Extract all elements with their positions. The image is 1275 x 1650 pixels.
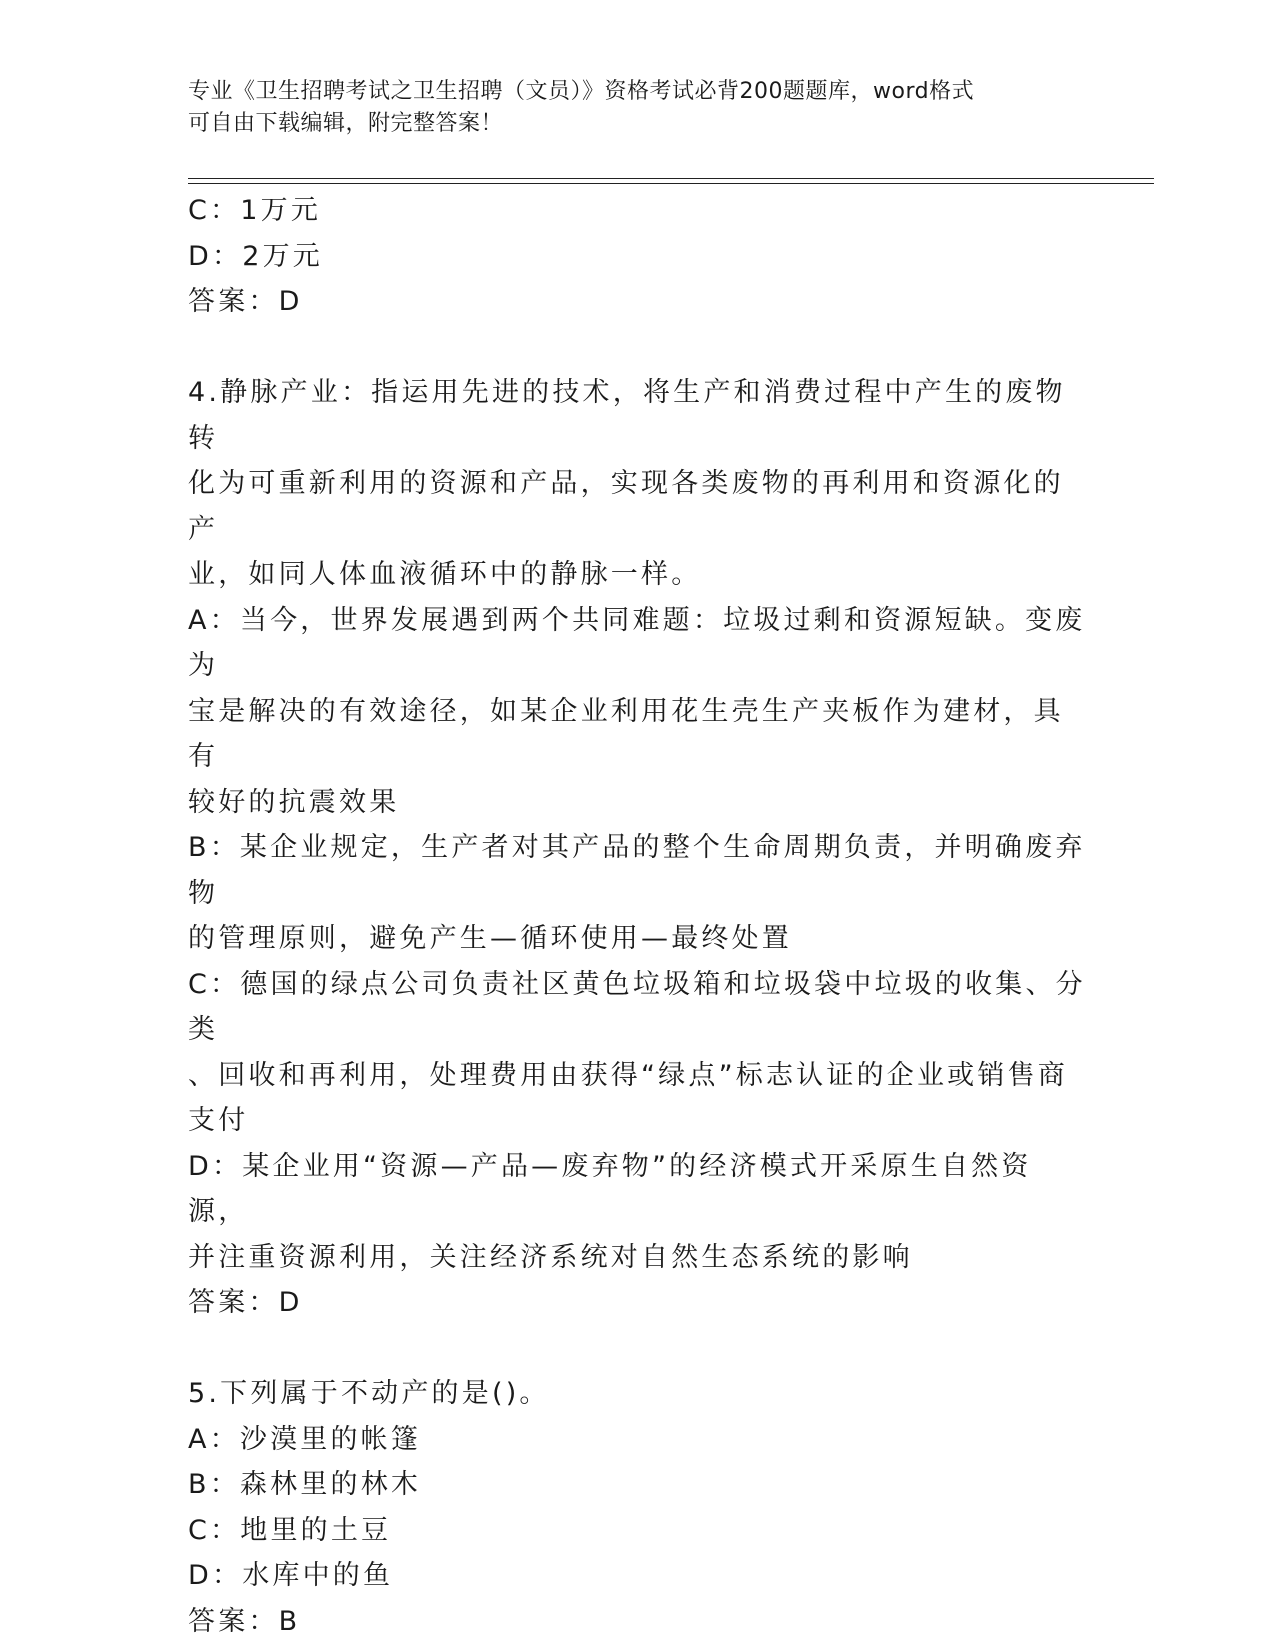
q5-option-d: D：水库中的鱼 (188, 1560, 394, 1591)
q3-answer: 答案：D (188, 286, 303, 317)
spacer (188, 325, 1088, 371)
q5-option-c: C：地里的土豆 (188, 1514, 392, 1546)
question-3 (188, 188, 1088, 325)
header-divider-bottom (188, 183, 1154, 184)
header-divider-top (188, 178, 1154, 179)
q4-option-c-line-2: 、回收和再利用，处理费用由获得“绿点”标志认证的企业或销售商 (188, 1059, 1068, 1091)
q4-option-d-line-1: D：某企业用“资源—产品—废弃物”的经济模式开采原生自然资源， (188, 1150, 1032, 1227)
q4-option-d-line-2: 并注重资源利用，关注经济系统对自然生态系统的影响 (188, 1241, 913, 1273)
question-5 (188, 1371, 1088, 1644)
q4-option-c-line-1: C：德国的绿点公司负责社区黄色垃圾箱和垃圾袋中垃圾的收集、分类 (188, 968, 1086, 1045)
q5-option-b: B：森林里的林木 (188, 1469, 422, 1500)
q4-option-a-line-2: 宝是解决的有效途径，如某企业利用花生壳生产夹板作为建材，具有 (188, 695, 1064, 772)
q4-option-c-line-3: 支付 (188, 1105, 249, 1136)
q4-option-a-line-3: 较好的抗震效果 (188, 786, 400, 818)
q5-answer: 答案：B (188, 1605, 301, 1637)
document-header (188, 76, 1068, 140)
header-line-2: 可自由下载编辑，附完整答案！ (188, 111, 504, 136)
q4-stem-line-3: 业，如同人体血液循环中的静脉一样。 (188, 559, 702, 590)
q3-option-c: C：1万元 (188, 195, 322, 226)
q4-stem-line-1: 4.静脉产业：指运用先进的技术，将生产和消费过程中产生的废物转 (188, 377, 1066, 454)
q4-answer: 答案：D (188, 1287, 303, 1318)
spacer (188, 1326, 1088, 1372)
q4-option-b-line-2: 的管理原则，避免产生—循环使用—最终处置 (188, 923, 792, 954)
question-4 (188, 370, 1088, 1326)
q4-option-a-line-1: A：当今，世界发展遇到两个共同难题：垃圾过剩和资源短缺。变废为 (188, 604, 1086, 681)
q5-stem: 5.下列属于不动产的是()。 (188, 1378, 550, 1409)
q5-option-a: A：沙漠里的帐篷 (188, 1423, 422, 1455)
q3-option-d: D：2万元 (188, 240, 323, 272)
document-body (188, 188, 1088, 1644)
q4-option-b-line-1: B：某企业规定，生产者对其产品的整个生命周期负责，并明确废弃物 (188, 832, 1086, 909)
q4-stem-line-2: 化为可重新利用的资源和产品，实现各类废物的再利用和资源化的产 (188, 468, 1064, 545)
header-line-1: 专业《卫生招聘考试之卫生招聘（文员）》资格考试必背200题题库，word格式 (188, 79, 975, 104)
